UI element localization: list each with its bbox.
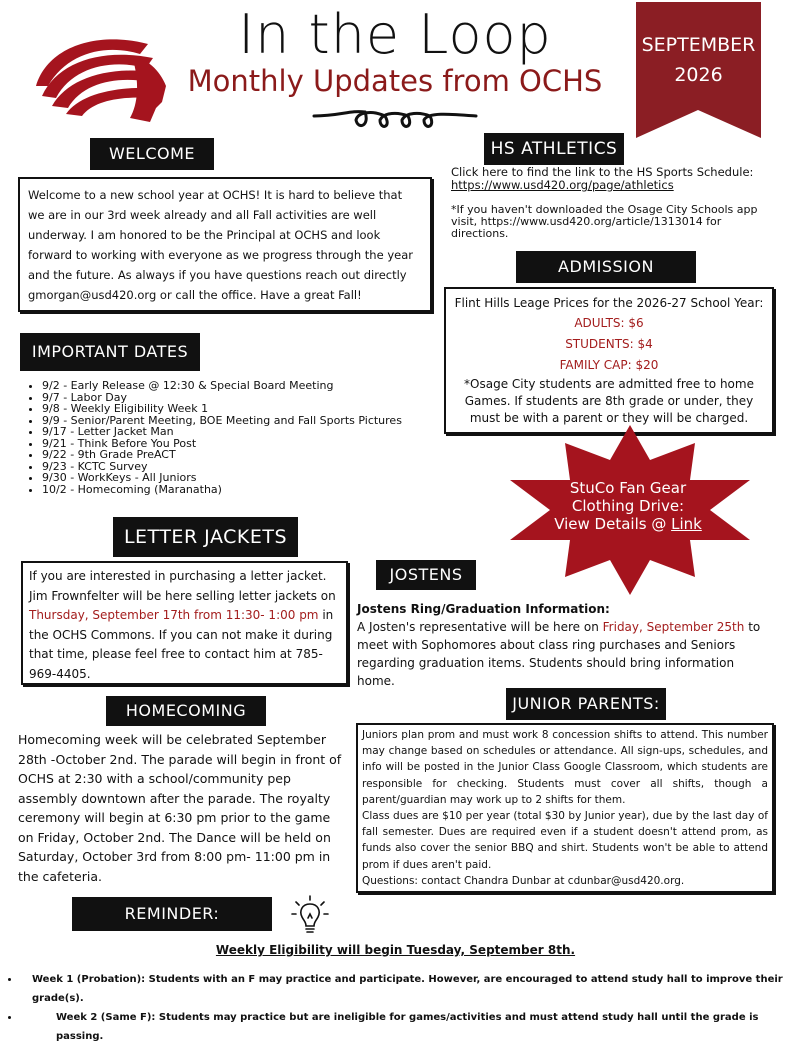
stuco-line2: Clothing Drive:: [571, 497, 685, 515]
admission-adults: ADULTS: $6: [574, 316, 644, 330]
list-item: • 9/22 - 9th Grade PreACT: [42, 449, 440, 461]
jostens-subheading: Jostens Ring/Graduation Information:: [357, 602, 610, 616]
jostens-part2: to meet with Sophomores about class ring purchases and Seniors regarding graduation items. Students should bring information home.: [357, 620, 761, 688]
list-item: • 9/8 - Weekly Eligibility Week 1: [42, 403, 440, 415]
stuco-text: [528, 479, 728, 533]
list-item: • 9/2 - Early Release @ 12:30 & Special Board Meeting: [42, 380, 440, 392]
eligibility-list: [0, 970, 791, 1046]
letter-jackets-part1: If you are interested in purchasing a letter jacket. Jim Frownfelter will be here selling letter jackets on: [29, 569, 336, 603]
admission-heading: ADMISSION: [516, 251, 696, 283]
athletics-line1: Click here to find the link to the HS Sports Schedule:: [451, 165, 754, 179]
list-item: • 9/21 - Think Before You Post: [42, 438, 440, 450]
welcome-heading: WELCOME: [90, 138, 214, 170]
reminder-heading: REMINDER:: [72, 897, 272, 931]
welcome-text: Welcome to a new school year at OCHS! It is hard to believe that we are in our 3rd week already and all Fall activities are well underway. I am honored to be the Principal at OCHS and look forward to working with everyone as we progress through the year and the future. As always if you have questions reach out directly gmorgan@usd420.org or call the office. Have a great Fall!: [28, 188, 413, 302]
ribbon-year: 2026: [674, 64, 723, 87]
welcome-box: [18, 177, 432, 312]
athletics-section: [451, 166, 781, 240]
stuco-line1: StuCo Fan Gear: [569, 479, 687, 497]
list-item: • 9/30 - WorkKeys - All Juniors: [42, 472, 440, 484]
chief-head-logo: [28, 26, 178, 126]
letter-jackets-box: [21, 561, 348, 685]
list-item: • 10/2 - Homecoming (Maranatha): [42, 484, 440, 496]
page-title: In the Loop: [238, 3, 552, 66]
letter-jackets-highlight: Thursday, September 17th from 11:30- 1:00 pm: [29, 608, 319, 622]
junior-parents-p2: Class dues are $10 per year (total $30 by Junior year), due by the last day of fall semester. Dues are required even if a student doesn't attend prom, as funds also cover the senior BBQ and shirt. Students won't be able to attend prom if dues aren't paid.: [362, 810, 768, 871]
junior-parents-p1: Juniors plan prom and must work 8 concession shifts to attend. This number may change based on schedules or attendance. All sign-ups, schedules, and info will be posted in the Junior Class Google Classroom, which students are responsible for checking. Students must cover all shifts, though a parent/guardian may work up to 2 shifts for them.: [362, 729, 768, 806]
admission-intro: Flint Hills Leage Prices for the 2026-27 School Year:: [454, 296, 764, 310]
eligibility-week1: • Week 1 (Probation): Students with an F may practice and participate. However, are encouraged to attend study hall to improve their grade(s).: [20, 970, 791, 1008]
admission-box: [444, 287, 774, 434]
athletics-link[interactable]: https://www.usd420.org/page/athletics: [451, 178, 674, 192]
admission-students: STUDENTS: $4: [565, 337, 653, 351]
jostens-section: [357, 600, 773, 690]
jostens-text: [357, 618, 773, 690]
letter-jackets-heading: LETTER JACKETS: [113, 517, 298, 557]
page-subtitle: Monthly Updates from OCHS: [187, 64, 603, 98]
letter-jackets-part2: in the OCHS Commons. If you can not make it during that time, please feel free to contact him at 785-969-4405.: [29, 608, 334, 681]
stuco-line3: View Details @: [554, 515, 672, 533]
lightbulb-icon: [290, 894, 330, 938]
jostens-heading: JOSTENS: [376, 560, 476, 590]
homecoming-text: Homecoming week will be celebrated September 28th -October 2nd. The parade will begin in front of OCHS at 2:30 with a school/community pep assembly downtown after the parade. The royalty ceremony will begin at 6:30 pm prior to the game on Friday, October 2nd. The Dance will be held on Saturday, October 3rd from 8:00 pm- 11:00 pm in the cafeteria.: [18, 732, 342, 884]
list-item: • 9/17 - Letter Jacket Man: [42, 426, 440, 438]
list-item: • 9/23 - KCTC Survey: [42, 461, 440, 473]
eligibility-title: Weekly Eligibility will begin Tuesday, September 8th.: [215, 943, 576, 957]
letter-jackets-text: [29, 567, 340, 684]
junior-parents-p3: Questions: contact Chandra Dunbar at cdunbar@usd420.org.: [362, 874, 685, 887]
jostens-highlight: Friday, September 25th: [602, 620, 745, 634]
junior-parents-box: [356, 723, 774, 893]
date-ribbon-text: [636, 30, 761, 91]
important-dates-heading: IMPORTANT DATES: [20, 333, 200, 371]
junior-parents-heading: JUNIOR PARENTS:: [506, 688, 666, 720]
important-dates-list: [20, 380, 440, 495]
jostens-part1: A Josten's representative will be here on: [357, 620, 603, 634]
list-item: • 9/9 - Senior/Parent Meeting, BOE Meeting and Fall Sports Pictures: [42, 415, 440, 427]
list-item: • 9/7 - Labor Day: [42, 392, 440, 404]
ribbon-month: SEPTEMBER: [641, 34, 756, 56]
admission-note: *Osage City students are admitted free to home Games. If students are 8th grade or under, they must be with a parent or they will be charged.: [464, 377, 754, 425]
stuco-link[interactable]: Link: [671, 515, 702, 533]
athletics-app-note: *If you haven't downloaded the Osage City Schools app visit, https://www.usd420.org/article/1313014 for directions.: [451, 203, 758, 240]
admission-family: FAMILY CAP: $20: [559, 358, 659, 372]
athletics-heading: HS ATHLETICS: [484, 133, 624, 165]
eligibility-week2: • Week 2 (Same F): Students may practice but are ineligible for games/activities and must attend study hall until the grade is passing.: [20, 1008, 791, 1046]
swirl-divider: [310, 104, 480, 134]
homecoming-heading: HOMECOMING: [106, 696, 266, 726]
